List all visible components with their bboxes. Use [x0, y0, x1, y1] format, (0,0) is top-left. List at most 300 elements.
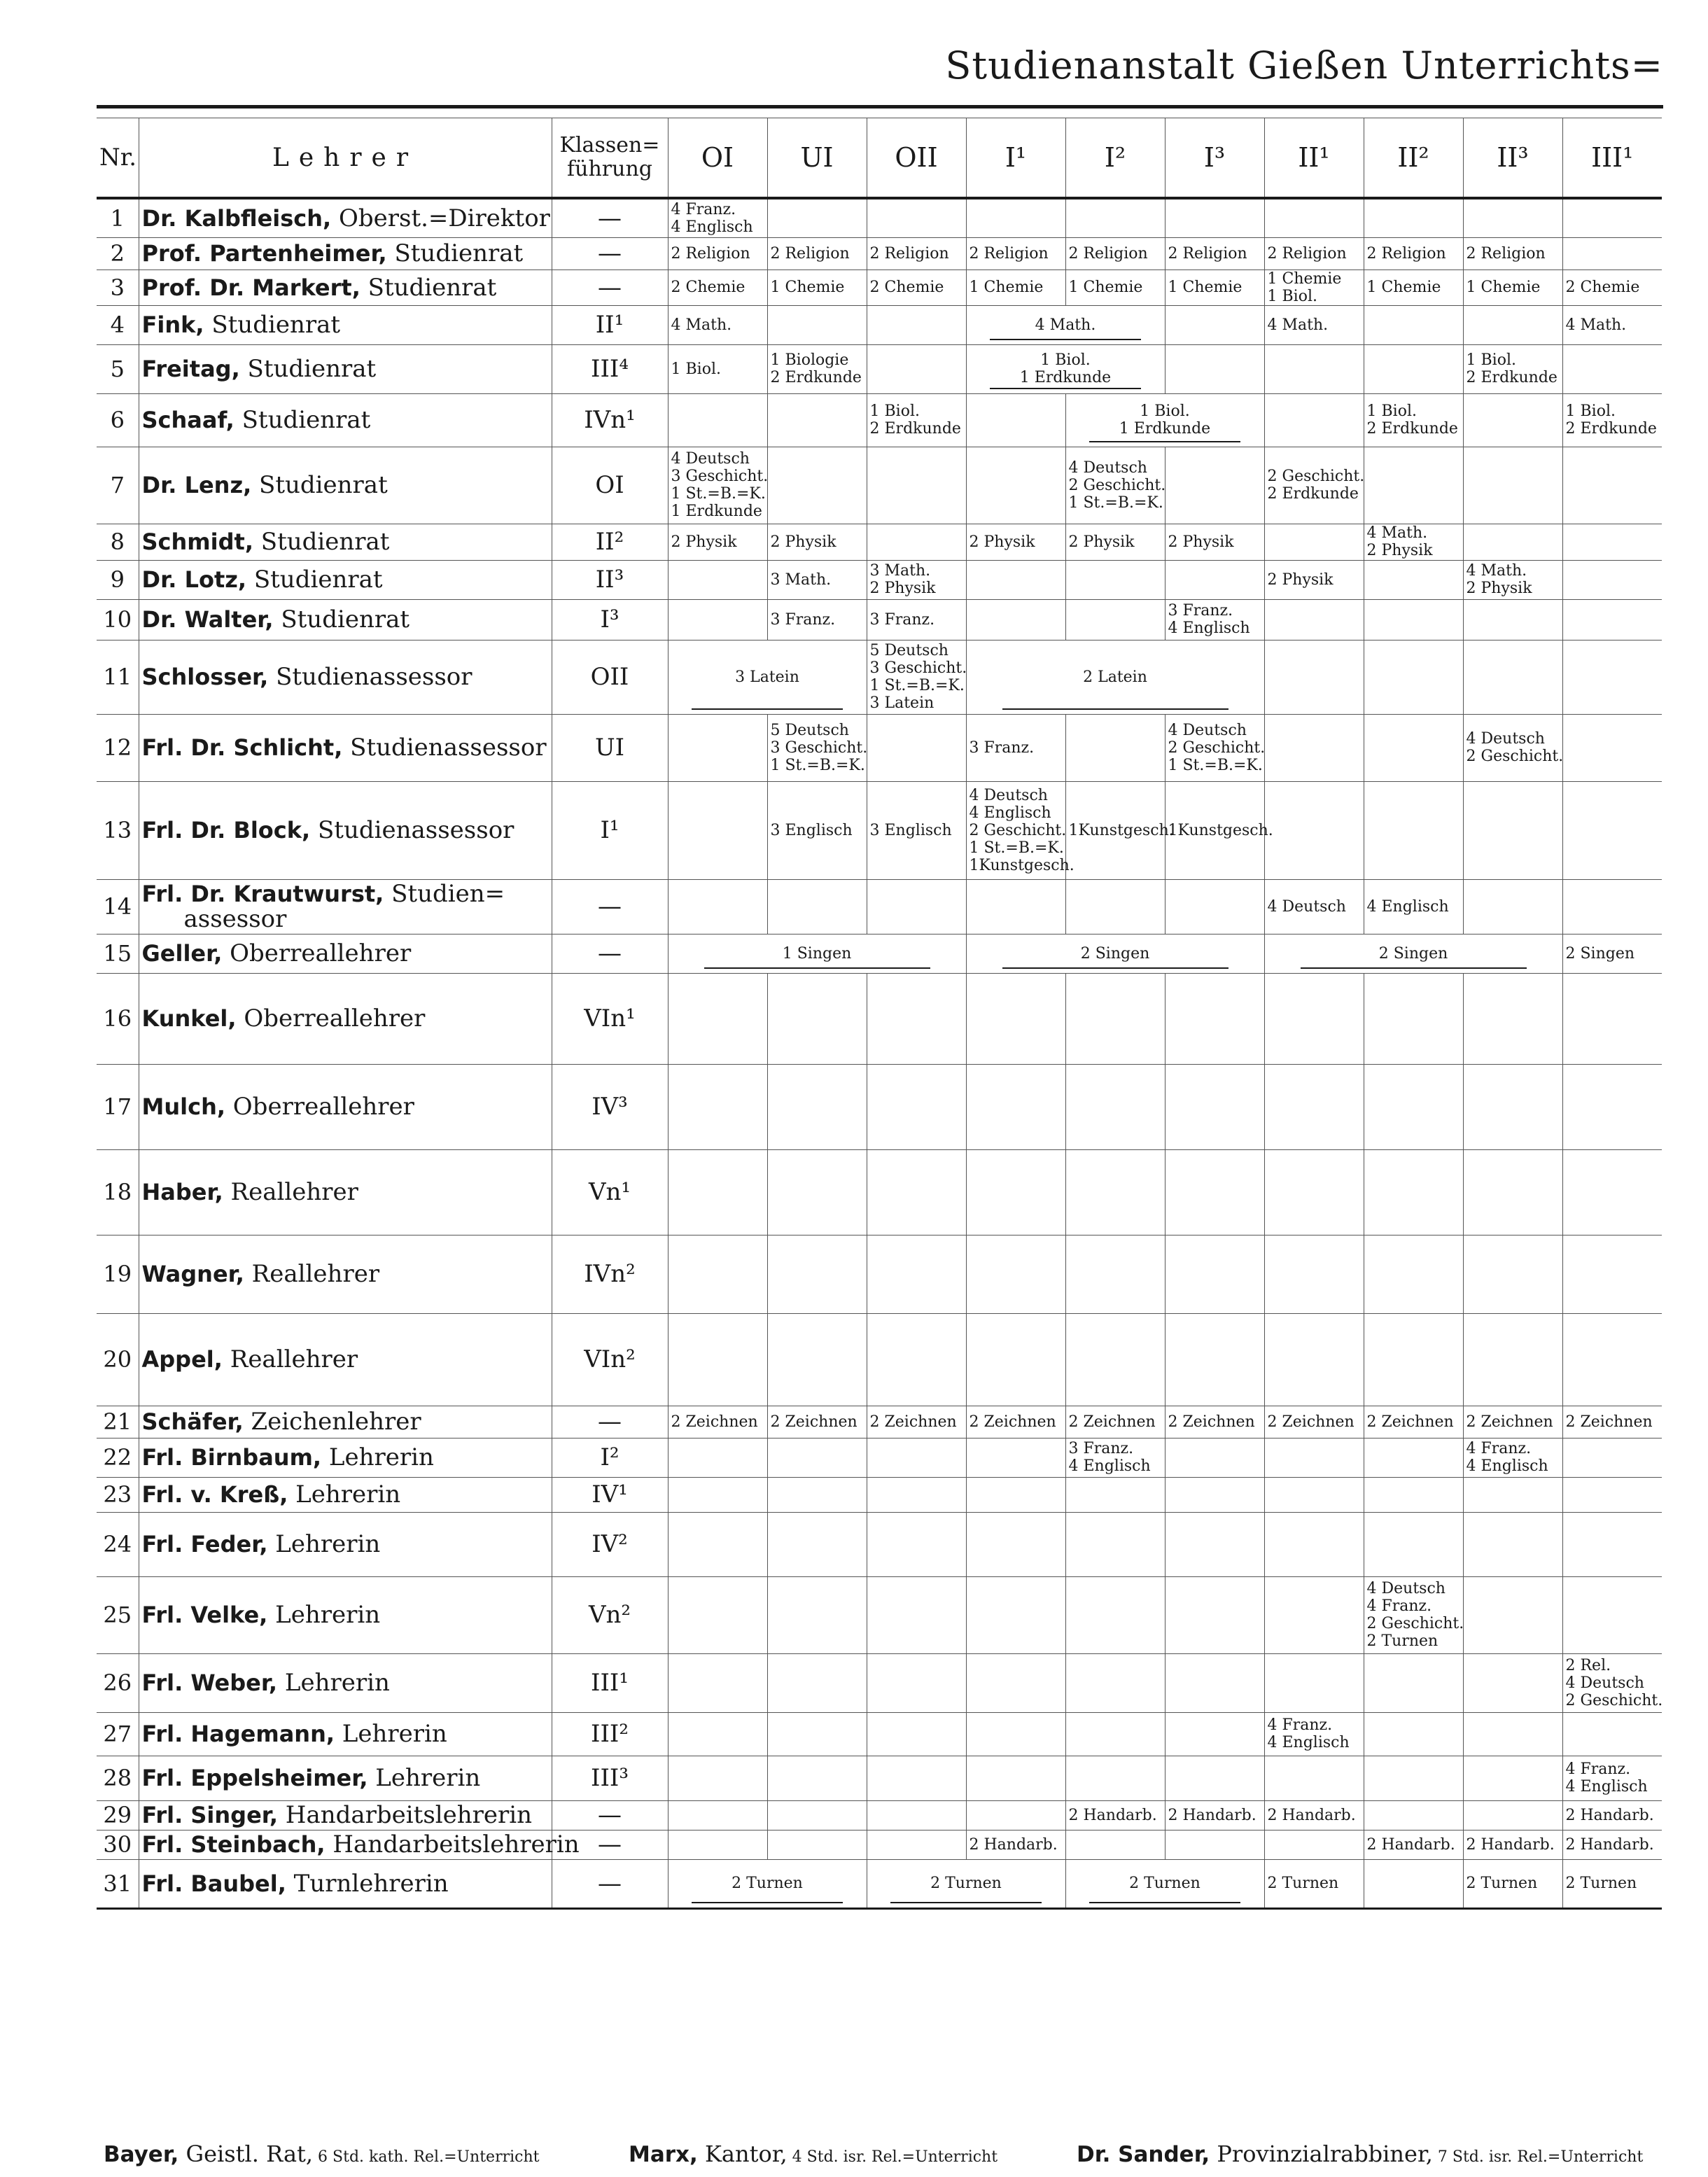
footer-hours: 4 Std. isr. Rel.=Unterricht — [787, 2148, 998, 2166]
lesson-entry: 2 Zeichnen — [1466, 1413, 1553, 1431]
lesson-cell-empty — [1463, 640, 1562, 714]
lesson-cell-empty — [1264, 1477, 1364, 1512]
lesson-cell-empty — [1364, 198, 1463, 237]
lesson-cell — [1065, 237, 1165, 270]
lesson-cell — [867, 781, 966, 879]
lesson-cell — [1264, 237, 1364, 270]
lesson-entry: 1 Biol. — [1140, 402, 1190, 420]
lesson-cell-empty — [1463, 1235, 1562, 1313]
lesson-entry: 1 Chemie — [1068, 279, 1143, 296]
lesson-cell-empty — [1264, 1830, 1364, 1859]
lesson-cell — [1364, 1830, 1463, 1859]
lesson-entry: 2 Turnen — [1466, 1875, 1538, 1892]
lesson-cell-empty — [867, 1438, 966, 1477]
class-leadership: — — [552, 879, 668, 934]
lesson-cell-combined — [966, 305, 1165, 344]
lesson-cell-empty — [1264, 1756, 1364, 1800]
lesson-cell-empty — [1463, 1477, 1562, 1512]
lesson-cell — [1364, 393, 1463, 447]
lesson-cell-empty — [1562, 1712, 1662, 1756]
row-number: 21 — [97, 1406, 139, 1438]
lesson-cell-empty — [767, 1830, 867, 1859]
lesson-cell-empty — [767, 198, 867, 237]
row-number: 7 — [97, 447, 139, 524]
lesson-cell-empty — [668, 1576, 767, 1653]
teaching-plan-table — [97, 118, 1662, 1910]
teacher-name — [139, 599, 552, 640]
lesson-cell — [668, 270, 767, 305]
lesson-cell — [1463, 270, 1562, 305]
lesson-cell-combined — [668, 640, 867, 714]
lesson-entry: 2 Zeichnen — [671, 1413, 758, 1431]
lesson-entry: 2 Erdkunde — [1267, 485, 1359, 503]
lesson-cell-combined — [966, 640, 1264, 714]
lesson-cell-empty — [1364, 973, 1463, 1064]
lesson-cell — [867, 599, 966, 640]
lesson-cell-empty — [767, 1576, 867, 1653]
row-number: 14 — [97, 879, 139, 934]
lesson-entry: 3 Franz. — [1068, 1440, 1134, 1457]
lesson-entry: 2 Singen — [1378, 944, 1448, 962]
teacher-surname: Frl. Dr. Schlicht, — [141, 734, 343, 761]
lesson-cell-empty — [966, 879, 1065, 934]
lesson-cell-empty — [1463, 781, 1562, 879]
lesson-cell — [1364, 1576, 1463, 1653]
header-class-leadership — [552, 118, 668, 199]
lesson-entry: 1 Chemie — [969, 279, 1044, 296]
lesson-entry: 2 Chemie — [869, 279, 944, 296]
lesson-cell-empty — [1065, 560, 1165, 599]
lesson-cell — [668, 305, 767, 344]
lesson-entry: 2 Religion — [671, 244, 750, 262]
lesson-entry: 3 Latein — [735, 668, 799, 686]
lesson-cell-empty — [1364, 1064, 1463, 1149]
teacher-surname: Fink, — [141, 312, 204, 338]
table-row — [97, 305, 1662, 344]
lesson-entry: 4 Deutsch — [1168, 721, 1247, 739]
lesson-cell — [867, 560, 966, 599]
lesson-entry: 3 Franz. — [770, 610, 836, 629]
teacher-title: Handarbeitslehrerin — [278, 1801, 533, 1829]
lesson-entry: 4 Math. — [1366, 524, 1428, 542]
teacher-title: Lehrerin — [267, 1530, 381, 1558]
lesson-cell-empty — [767, 879, 867, 934]
class-leadership: VIn¹ — [552, 973, 668, 1064]
lesson-cell — [1264, 1859, 1364, 1908]
lesson-entry: 2 Handarb. — [1267, 1806, 1356, 1824]
lesson-entry: 1 Erdkunde — [1119, 420, 1211, 438]
teacher-surname: Frl. Baubel, — [141, 1870, 286, 1897]
lesson-cell-empty — [1562, 640, 1662, 714]
lesson-cell-combined — [867, 1859, 1065, 1908]
lesson-entry: 1Kunstgesch. — [1168, 821, 1273, 839]
lesson-entry: 4 Math. — [1267, 316, 1329, 334]
teacher-surname: Dr. Walter, — [141, 606, 274, 633]
lesson-cell-empty — [1264, 1512, 1364, 1576]
lesson-cell — [668, 237, 767, 270]
lesson-cell-empty — [668, 1235, 767, 1313]
teacher-surname: Dr. Kalbfleisch, — [141, 204, 332, 232]
lesson-cell — [1264, 879, 1364, 934]
lesson-cell-empty — [767, 1800, 867, 1830]
teacher-title: Lehrerin — [288, 1480, 401, 1508]
lesson-entry: 4 Deutsch — [671, 450, 750, 468]
lesson-entry: 2 Turnen — [1129, 1875, 1200, 1892]
lesson-cell-empty — [1264, 781, 1364, 879]
lesson-entry: 2 Zeichnen — [1366, 1413, 1454, 1431]
lesson-entry: 1 Chemie — [1168, 279, 1242, 296]
lesson-entry: 2 Religion — [1466, 244, 1546, 262]
lesson-cell-empty — [1165, 1235, 1264, 1313]
lesson-cell — [767, 560, 867, 599]
lesson-cell — [1264, 1712, 1364, 1756]
lesson-cell-empty — [668, 1830, 767, 1859]
teacher-title: Studienrat — [234, 406, 371, 434]
teacher-name — [139, 524, 552, 560]
lesson-cell-empty — [767, 1149, 867, 1235]
lesson-entry: 2 Turnen — [930, 1875, 1002, 1892]
lesson-entry: 2 Chemie — [1565, 279, 1640, 296]
page-title: Studienanstalt Gießen Unterrichts= — [945, 43, 1663, 88]
lesson-entry: 4 Englisch — [1565, 1778, 1648, 1795]
lesson-entry: 4 Englisch — [1267, 1734, 1350, 1751]
lesson-cell-empty — [1264, 599, 1364, 640]
lesson-cell-empty — [1562, 524, 1662, 560]
header-class: OII — [867, 118, 966, 199]
lesson-entry: 2 Turnen — [1565, 1875, 1637, 1892]
lesson-cell — [767, 1406, 867, 1438]
lesson-entry: 2 Religion — [969, 244, 1049, 262]
teacher-name — [139, 879, 552, 934]
lesson-cell — [767, 714, 867, 781]
lesson-cell-empty — [1264, 973, 1364, 1064]
lesson-entry: 4 Franz. — [1267, 1716, 1333, 1734]
row-number: 31 — [97, 1859, 139, 1908]
table-row — [97, 1064, 1662, 1149]
lesson-cell-empty — [966, 1235, 1065, 1313]
lesson-entry: 1 Erdkunde — [671, 503, 762, 520]
row-number: 1 — [97, 198, 139, 237]
lesson-cell-empty — [1562, 344, 1662, 393]
lesson-entry: 3 Englisch — [869, 821, 952, 839]
lesson-cell-empty — [1364, 344, 1463, 393]
row-number: 6 — [97, 393, 139, 447]
lesson-cell-empty — [1364, 1756, 1463, 1800]
lesson-cell — [1264, 305, 1364, 344]
lesson-cell-empty — [1264, 393, 1364, 447]
table-row — [97, 1313, 1662, 1406]
class-leadership: III² — [552, 1712, 668, 1756]
table-row — [97, 1712, 1662, 1756]
lesson-cell-empty — [1065, 714, 1165, 781]
teacher-title: Studienrat — [386, 239, 524, 267]
lesson-cell-empty — [867, 1064, 966, 1149]
row-number: 5 — [97, 344, 139, 393]
lesson-cell-empty — [1065, 1712, 1165, 1756]
class-leadership: — — [552, 198, 668, 237]
header-kf-line1: Klassen= — [559, 133, 660, 158]
lesson-cell-empty — [1463, 1313, 1562, 1406]
lesson-cell-empty — [1364, 640, 1463, 714]
teacher-surname: Schmidt, — [141, 528, 253, 555]
lesson-cell-empty — [1165, 1712, 1264, 1756]
teacher-title: Studienassessor — [310, 816, 514, 844]
header-class: II¹ — [1264, 118, 1364, 199]
lesson-entry: 2 Physik — [1168, 533, 1234, 551]
lesson-entry: 2 Physik — [1466, 580, 1532, 597]
lesson-cell-empty — [1562, 1149, 1662, 1235]
lesson-cell-empty — [1065, 1512, 1165, 1576]
teacher-name — [139, 1830, 580, 1859]
lesson-cell — [966, 714, 1065, 781]
lesson-entry: 2 Physik — [1366, 542, 1433, 559]
class-leadership: II² — [552, 524, 668, 560]
teacher-surname: Frl. Singer, — [141, 1802, 278, 1828]
lesson-entry: 1 Biol. — [1040, 351, 1091, 369]
lesson-cell — [1165, 714, 1264, 781]
lesson-entry: 2 Physik — [869, 580, 936, 597]
lesson-entry: 2 Erdkunde — [1565, 420, 1657, 438]
row-number: 25 — [97, 1576, 139, 1653]
teacher-title: Studienassessor — [342, 734, 547, 762]
teacher-title: Studienassessor — [268, 663, 472, 691]
footer-hours: 6 Std. kath. Rel.=Unterricht — [313, 2148, 540, 2166]
lesson-cell-empty — [966, 1313, 1065, 1406]
lesson-cell-empty — [1562, 447, 1662, 524]
teacher-name — [139, 1800, 552, 1830]
header-class: II² — [1364, 118, 1463, 199]
lesson-cell — [966, 1406, 1065, 1438]
lesson-cell-empty — [668, 1064, 767, 1149]
teacher-title: Reallehrer — [244, 1260, 380, 1288]
lesson-cell-empty — [1065, 1313, 1165, 1406]
lesson-cell — [1562, 393, 1662, 447]
lesson-cell-empty — [1065, 1653, 1165, 1712]
lesson-cell-empty — [1364, 1313, 1463, 1406]
lesson-entry: 3 Franz. — [1168, 602, 1233, 620]
lesson-cell — [867, 393, 966, 447]
lesson-cell-empty — [1562, 1576, 1662, 1653]
lesson-cell — [767, 270, 867, 305]
lesson-entry: 2 Geschicht. — [969, 821, 1067, 839]
lesson-cell-empty — [1562, 560, 1662, 599]
lesson-entry: 4 Englisch — [671, 218, 753, 236]
lesson-cell — [1165, 599, 1264, 640]
class-leadership: — — [552, 1406, 668, 1438]
lesson-cell-empty — [966, 447, 1065, 524]
lesson-cell-empty — [966, 973, 1065, 1064]
lesson-cell-empty — [966, 1477, 1065, 1512]
lesson-entry: 2 Geschicht. — [1366, 1615, 1464, 1632]
lesson-cell-empty — [1364, 599, 1463, 640]
lesson-cell — [668, 198, 767, 237]
lesson-cell — [1463, 1830, 1562, 1859]
lesson-entry: 2 Geschicht. — [1565, 1691, 1663, 1709]
teacher-title: Studienrat — [246, 566, 383, 594]
lesson-cell-empty — [966, 1756, 1065, 1800]
lesson-cell-empty — [1562, 1235, 1662, 1313]
lesson-entry: 4 Franz. — [1366, 1597, 1432, 1615]
lesson-entry: 2 Handarb. — [969, 1835, 1058, 1854]
teacher-title: Studienrat — [239, 355, 377, 383]
class-leadership: — — [552, 237, 668, 270]
row-number: 17 — [97, 1064, 139, 1149]
lesson-cell-empty — [867, 1149, 966, 1235]
lesson-cell — [1562, 1800, 1662, 1830]
lesson-cell-empty — [1165, 1576, 1264, 1653]
lesson-entry: 4 Englisch — [1168, 620, 1250, 637]
row-number: 28 — [97, 1756, 139, 1800]
header-class: I¹ — [966, 118, 1065, 199]
lesson-cell-empty — [867, 1756, 966, 1800]
class-leadership: IVn² — [552, 1235, 668, 1313]
lesson-entry: 2 Turnen — [1366, 1632, 1438, 1650]
lesson-entry: 2 Zeichnen — [1068, 1413, 1156, 1431]
lesson-entry: 2 Physik — [671, 533, 737, 551]
lesson-entry: 2 Erdkunde — [1466, 369, 1558, 386]
lesson-cell — [1065, 1438, 1165, 1477]
lesson-entry: 4 Deutsch — [969, 786, 1048, 804]
lesson-entry: 4 Math. — [1035, 316, 1096, 334]
table-row — [97, 640, 1662, 714]
lesson-cell — [1463, 344, 1562, 393]
lesson-entry: 2 Singen — [1080, 944, 1150, 962]
lesson-cell-empty — [1463, 1576, 1562, 1653]
teacher-surname: Schäfer, — [141, 1408, 244, 1435]
teacher-surname: Frl. Hagemann, — [141, 1721, 335, 1747]
lesson-cell — [1165, 237, 1264, 270]
lesson-entry: 3 Latein — [869, 694, 934, 712]
row-number: 10 — [97, 599, 139, 640]
lesson-cell — [1562, 270, 1662, 305]
lesson-cell-empty — [1463, 524, 1562, 560]
teacher-surname: Frl. Eppelsheimer, — [141, 1765, 368, 1791]
lesson-cell — [1562, 1859, 1662, 1908]
table-row — [97, 524, 1662, 560]
lesson-cell-empty — [1165, 1477, 1264, 1512]
footer-note — [104, 2141, 539, 2167]
lesson-cell-empty — [867, 1712, 966, 1756]
footer-title: Provinzialrabbiner, — [1210, 2141, 1433, 2167]
lesson-cell-empty — [1264, 1064, 1364, 1149]
lesson-cell-combined — [966, 344, 1165, 393]
lesson-entry: 1 Biol. — [671, 360, 721, 378]
lesson-cell — [1264, 1406, 1364, 1438]
lesson-entry: 4 Deutsch — [1068, 458, 1147, 477]
lesson-cell-empty — [1463, 879, 1562, 934]
teacher-name — [139, 1149, 552, 1235]
lesson-cell-empty — [867, 305, 966, 344]
lesson-entry: 4 Englisch — [1466, 1457, 1548, 1475]
teacher-name — [139, 1712, 552, 1756]
class-leadership: IV¹ — [552, 1477, 668, 1512]
row-number: 4 — [97, 305, 139, 344]
class-leadership: I² — [552, 1438, 668, 1477]
lesson-entry: 1 Chemie — [1466, 279, 1541, 296]
row-number: 8 — [97, 524, 139, 560]
lesson-entry: 5 Deutsch — [770, 721, 849, 739]
lesson-entry: 2 Zeichnen — [869, 1413, 957, 1431]
table-row — [97, 1438, 1662, 1477]
class-leadership: II³ — [552, 560, 668, 599]
lesson-cell-empty — [1562, 198, 1662, 237]
lesson-cell — [1463, 237, 1562, 270]
teacher-title: Studienrat — [360, 273, 497, 302]
lesson-cell-empty — [867, 524, 966, 560]
teacher-surname: Schaaf, — [141, 407, 234, 433]
lesson-entry: 1 Biol. — [1267, 287, 1317, 305]
row-number: 19 — [97, 1235, 139, 1313]
lesson-entry: 4 Franz. — [1565, 1760, 1631, 1778]
lesson-cell-empty — [1264, 714, 1364, 781]
table-body — [97, 198, 1662, 1908]
lesson-cell-empty — [1364, 305, 1463, 344]
lesson-entry: 2 Religion — [1068, 244, 1148, 262]
lesson-entry: 2 Handarb. — [1565, 1835, 1654, 1854]
table-row — [97, 1756, 1662, 1800]
teacher-title-cont: assessor — [183, 905, 287, 933]
lesson-entry: 3 Geschicht. — [671, 468, 769, 485]
teacher-surname: Frl. Feder, — [141, 1531, 268, 1558]
lesson-cell-empty — [1463, 599, 1562, 640]
teacher-surname: Dr. Lenz, — [141, 472, 252, 498]
lesson-cell-empty — [1065, 1477, 1165, 1512]
lesson-cell-empty — [668, 599, 767, 640]
teacher-name — [139, 1406, 552, 1438]
table-row — [97, 1512, 1662, 1576]
lesson-cell-empty — [1463, 1712, 1562, 1756]
lesson-cell-empty — [1264, 1149, 1364, 1235]
lesson-cell — [767, 237, 867, 270]
lesson-cell — [1165, 524, 1264, 560]
lesson-cell-empty — [767, 1653, 867, 1712]
row-number: 18 — [97, 1149, 139, 1235]
lesson-entry: 2 Handarb. — [1168, 1806, 1256, 1824]
lesson-cell-empty — [1364, 1512, 1463, 1576]
lesson-cell-empty — [1264, 1235, 1364, 1313]
lesson-entry: 2 Handarb. — [1366, 1835, 1455, 1854]
lesson-cell — [1562, 934, 1662, 973]
header-teacher: Lehrer — [139, 118, 552, 199]
lesson-cell-empty — [767, 973, 867, 1064]
lesson-entry: 2 Zeichnen — [1565, 1413, 1653, 1431]
lesson-cell-combined — [668, 934, 966, 973]
lesson-cell — [1165, 270, 1264, 305]
lesson-cell-empty — [966, 1512, 1065, 1576]
lesson-cell-empty — [1165, 879, 1264, 934]
class-leadership: VIn² — [552, 1313, 668, 1406]
teacher-surname: Wagner, — [141, 1261, 244, 1287]
table-row — [97, 714, 1662, 781]
teacher-surname: Haber, — [141, 1179, 223, 1205]
lesson-cell-empty — [1165, 447, 1264, 524]
lesson-cell-empty — [668, 714, 767, 781]
lesson-cell-empty — [1562, 1313, 1662, 1406]
lesson-cell-empty — [1264, 344, 1364, 393]
lesson-cell — [1065, 270, 1165, 305]
lesson-cell — [1264, 1800, 1364, 1830]
lesson-entry: 2 Religion — [1366, 244, 1446, 262]
row-number: 9 — [97, 560, 139, 599]
lesson-entry: 2 Chemie — [671, 279, 746, 296]
footer-name: Bayer, — [104, 2142, 179, 2167]
lesson-cell-empty — [966, 1149, 1065, 1235]
lesson-entry: 5 Deutsch — [869, 642, 948, 659]
lesson-entry: 2 Religion — [1168, 244, 1247, 262]
lesson-cell-empty — [966, 1576, 1065, 1653]
row-number: 29 — [97, 1800, 139, 1830]
table-row — [97, 973, 1662, 1064]
